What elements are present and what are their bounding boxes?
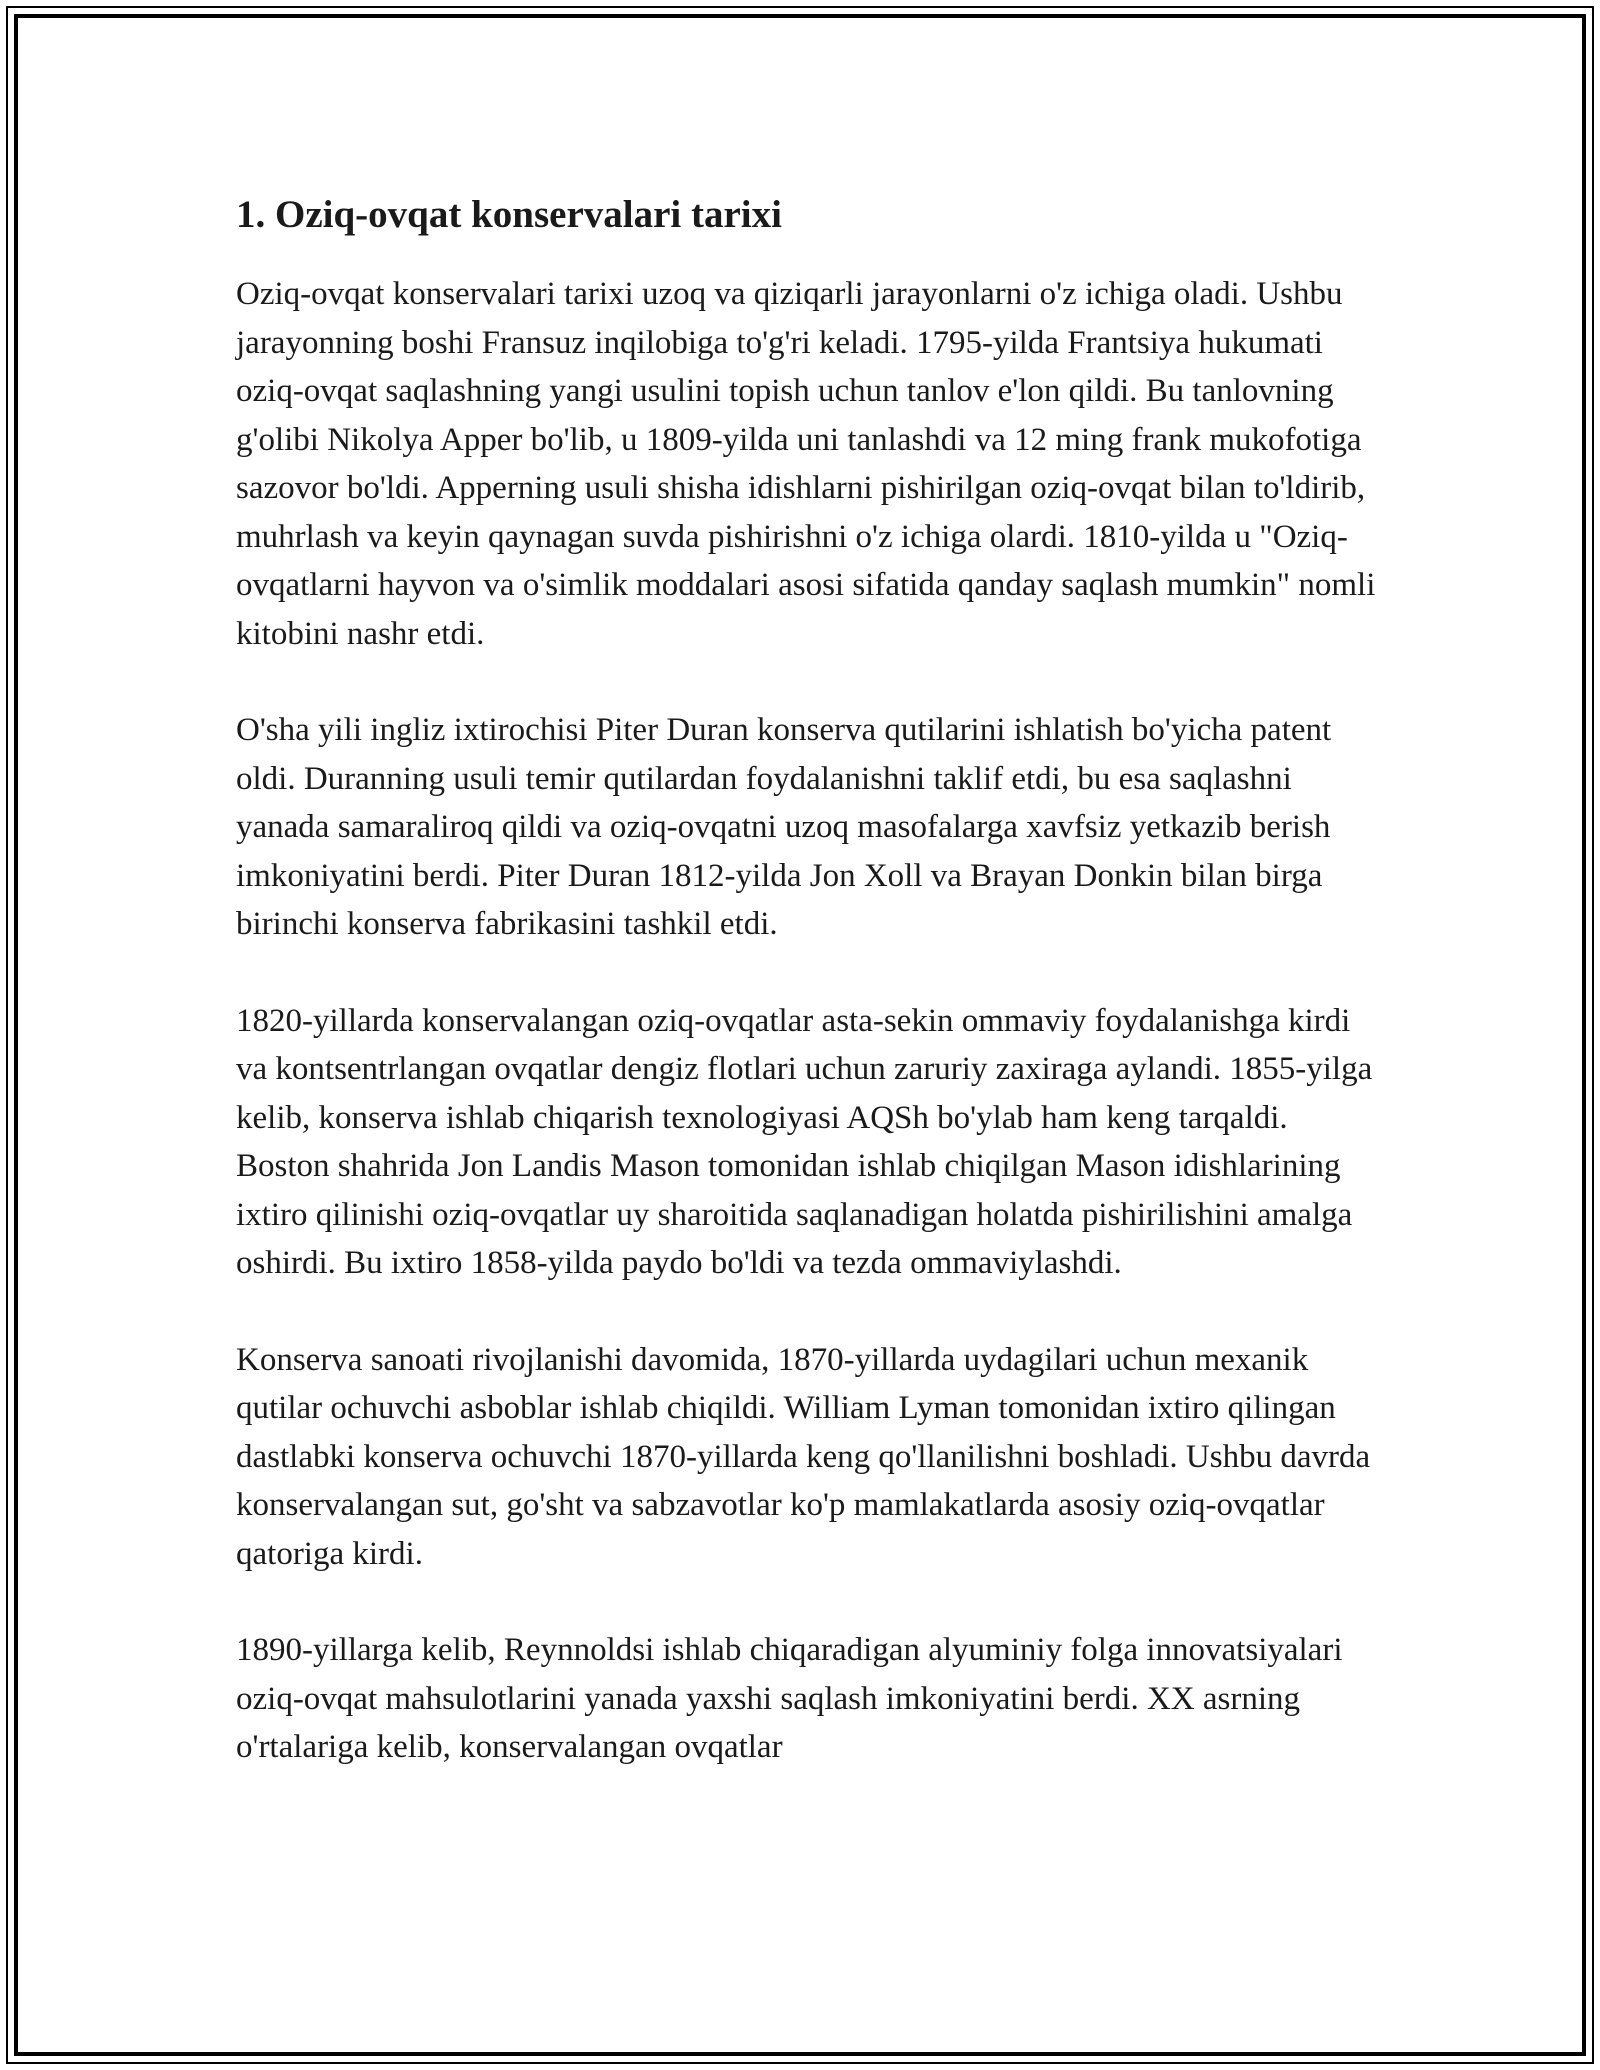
paragraph-1: Oziq-ovqat konservalari tarixi uzoq va qiziqarli jarayonlarni o'z ichiga oladi. Ushbu jarayonning boshi Fransuz inqilobiga to'g'ri keladi. 1795-yilda Frantsiya hukumati oziq-ovqat saqlashning yangi usulini topish uchun tanlov e'lon qildi. Bu tanlovning g'olibi Nikolya Apper bo'lib, u 1809-yilda uni tanlashdi va 12 ming frank mukofotiga sazovor bo'ldi. Apperning usuli shisha idishlarni pishirilgan oziq-ovqat bilan to'ldirib, muhrlash va keyin qaynagan suvda pishirishni o'z ichiga olardi. 1810-yilda u "Oziq-ovqatlarni hayvon va o'simlik moddalari asosi sifatida qanday saqlash mumkin" nomli kitobini nashr etdi. [236,276,1376,652]
paragraph-4: Konserva sanoati rivojlanishi davomida, 1870-yillarda uydagilari uchun mexanik qutilar ochuvchi asboblar ishlab chiqildi. William Lyman tomonidan ixtiro qilingan dastlabki konserva ochuvchi 1870-yillarda keng qo'llanilishni boshladi. Ushbu davrda konservalangan sut, go'sht va sabzavotlar ko'p mamlakatlarda asosiy oziq-ovqatlar qatoriga kirdi. [236,1341,1371,1572]
paragraph-2: O'sha yili ingliz ixtirochisi Piter Duran konserva qutilarini ishlatish bo'yicha patent oldi. Duranning usuli temir qutilardan foydalanishni taklif etdi, bu esa saqlashni yanada samaraliroq qildi va oziq-ovqatni uzoq masofalarga xavfsiz yetkazib berish imkoniyatini berdi. Piter Duran 1812-yilda Jon Xoll va Brayan Donkin bilan birga birinchi konserva fabrikasini tashkil etdi. [236,712,1332,942]
section-title: 1. Oziq-ovqat konservalari tarixi [236,193,782,236]
document-body [236,190,1376,1820]
paragraph-3: 1820-yillarda konservalangan oziq-ovqatlar asta-sekin ommaviy foydalanishga kirdi va kontsentrlangan ovqatlar dengiz flotlari uchun zaruriy zaxiraga aylandi. 1855-yilga kelib, konserva ishlab chiqarish texnologiyasi AQSh bo'ylab ham keng tarqaldi. Boston shahrida Jon Landis Mason tomonidan ishlab chiqilgan Mason idishlarining ixtiro qilinishi oziq-ovqatlar uy sharoitida saqlanadigan holatda pishirilishini amalga oshirdi. Bu ixtiro 1858-yilda paydo bo'ldi va tezda ommaviylashdi. [236,1002,1373,1281]
paragraph-5: 1890-yillarga kelib, Reynnoldsi ishlab chiqaradigan alyuminiy folga innovatsiyalari oziq-ovqat mahsulotlarini yanada yaxshi saqlash imkoniyatini berdi. XX asrning o'rtalariga kelib, konservalangan ovqatlar [236,1632,1343,1765]
